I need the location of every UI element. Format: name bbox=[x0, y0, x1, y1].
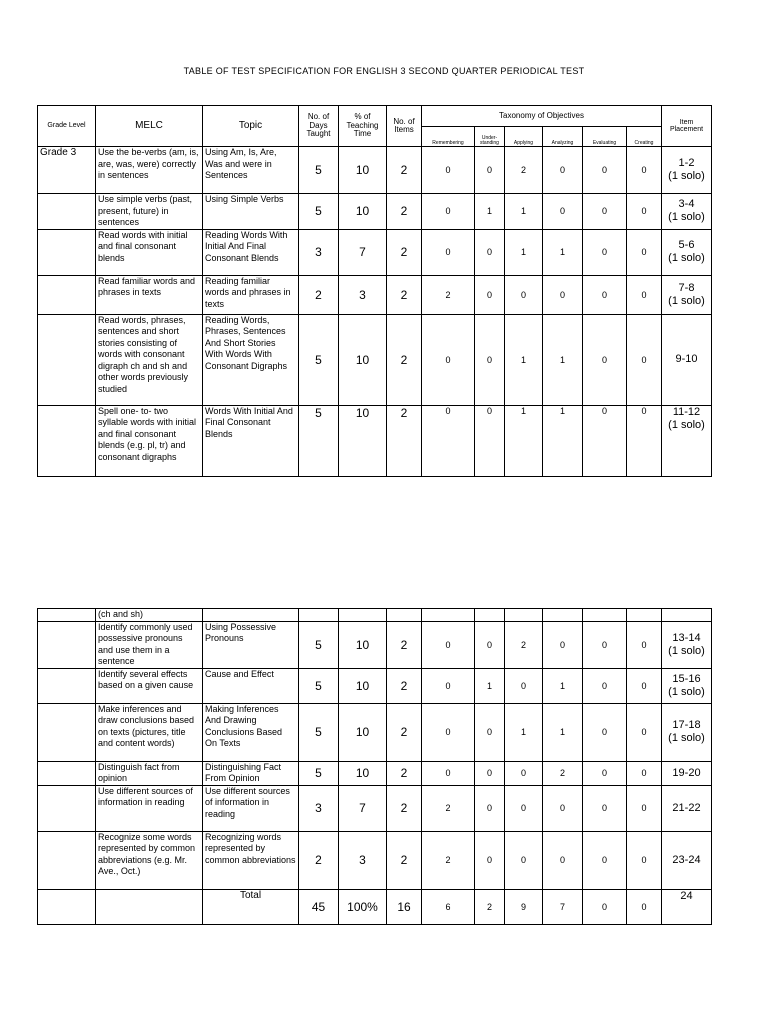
applying-cell: 2 bbox=[505, 621, 543, 668]
analyzing-cell: 0 bbox=[543, 194, 583, 230]
topic-cell: Reading Words With Initial And Final Consonant Blends bbox=[203, 229, 299, 275]
topic-cell: Words With Initial And Final Consonant Blends bbox=[203, 405, 299, 476]
item-placement-cell bbox=[662, 609, 712, 622]
analyzing-cell: 2 bbox=[543, 761, 583, 785]
melc-cell bbox=[96, 889, 203, 924]
header-teaching-time: % of Teaching Time bbox=[339, 106, 387, 147]
item-placement-cell: 23-24 bbox=[662, 831, 712, 889]
items-cell: 2 bbox=[387, 703, 422, 761]
remembering-cell: 0 bbox=[422, 314, 475, 405]
evaluating-cell: 0 bbox=[583, 405, 627, 476]
header-creating: Creating bbox=[627, 127, 662, 147]
header-grade-level: Grade Level bbox=[38, 106, 96, 147]
item-placement-cell: 5-6 (1 solo) bbox=[662, 229, 712, 275]
grade-level-cell bbox=[38, 314, 96, 405]
creating-cell: 0 bbox=[627, 621, 662, 668]
topic-cell: Reading Words, Phrases, Sentences And Short Stories With Words With Consonant Digraphs bbox=[203, 314, 299, 405]
days-taught-cell: 2 bbox=[299, 275, 339, 314]
header-analyzing: Analyzing bbox=[543, 127, 583, 147]
remembering-cell bbox=[422, 609, 475, 622]
melc-cell: Use different sources of information in reading bbox=[96, 785, 203, 831]
remembering-cell: 2 bbox=[422, 785, 475, 831]
days-taught-cell: 5 bbox=[299, 405, 339, 476]
applying-cell: 0 bbox=[505, 668, 543, 703]
applying-cell: 1 bbox=[505, 314, 543, 405]
items-cell: 2 bbox=[387, 785, 422, 831]
document-title: TABLE OF TEST SPECIFICATION FOR ENGLISH 3 SECOND QUARTER PERIODICAL TEST bbox=[183, 66, 585, 76]
creating-cell: 0 bbox=[627, 785, 662, 831]
melc-cell: Distinguish fact from opinion bbox=[96, 761, 203, 785]
items-cell: 2 bbox=[387, 314, 422, 405]
grade-level-cell: Grade 3 bbox=[38, 147, 96, 194]
melc-cell: Read words with initial and final consonant blends bbox=[96, 229, 203, 275]
table-row bbox=[38, 275, 712, 314]
applying-cell: 0 bbox=[505, 275, 543, 314]
item-placement-cell: 13-14 (1 solo) bbox=[662, 621, 712, 668]
item-placement-cell: 11-12 (1 solo) bbox=[662, 405, 712, 476]
table-row bbox=[38, 405, 712, 476]
understanding-cell: 0 bbox=[475, 831, 505, 889]
topic-cell: Cause and Effect bbox=[203, 668, 299, 703]
analyzing-cell: 0 bbox=[543, 275, 583, 314]
melc-cell: Read familiar words and phrases in texts bbox=[96, 275, 203, 314]
items-cell: 2 bbox=[387, 761, 422, 785]
evaluating-cell: 0 bbox=[583, 314, 627, 405]
evaluating-cell: 0 bbox=[583, 147, 627, 194]
analyzing-cell: 0 bbox=[543, 147, 583, 194]
evaluating-cell: 0 bbox=[583, 621, 627, 668]
evaluating-cell: 0 bbox=[583, 785, 627, 831]
analyzing-cell: 1 bbox=[543, 405, 583, 476]
topic-cell: Using Simple Verbs bbox=[203, 194, 299, 230]
topic-cell: Using Am, Is, Are, Was and were in Sentences bbox=[203, 147, 299, 194]
analyzing-cell: 1 bbox=[543, 668, 583, 703]
analyzing-cell bbox=[543, 609, 583, 622]
days-taught-cell: 5 bbox=[299, 194, 339, 230]
teaching-time-cell: 10 bbox=[339, 405, 387, 476]
remembering-cell: 2 bbox=[422, 831, 475, 889]
items-cell: 2 bbox=[387, 621, 422, 668]
creating-cell: 0 bbox=[627, 147, 662, 194]
creating-cell: 0 bbox=[627, 761, 662, 785]
teaching-time-cell: 10 bbox=[339, 194, 387, 230]
total-label: Total bbox=[203, 889, 299, 924]
items-cell: 2 bbox=[387, 147, 422, 194]
applying-cell: 1 bbox=[505, 703, 543, 761]
total-understanding: 2 bbox=[475, 889, 505, 924]
teaching-time-cell: 3 bbox=[339, 275, 387, 314]
days-taught-cell: 2 bbox=[299, 831, 339, 889]
total-items: 16 bbox=[387, 889, 422, 924]
days-taught-cell: 5 bbox=[299, 314, 339, 405]
melc-cell: Use the be-verbs (am, is, are, was, were) correctly in sentences bbox=[96, 147, 203, 194]
understanding-cell: 0 bbox=[475, 229, 505, 275]
days-taught-cell: 5 bbox=[299, 668, 339, 703]
days-taught-cell: 5 bbox=[299, 621, 339, 668]
grade-level-cell bbox=[38, 621, 96, 668]
topic-cell: Distinguishing Fact From Opinion bbox=[203, 761, 299, 785]
grade-level-cell bbox=[38, 831, 96, 889]
item-placement-cell: 9-10 bbox=[662, 314, 712, 405]
teaching-time-cell: 10 bbox=[339, 703, 387, 761]
items-cell bbox=[387, 609, 422, 622]
analyzing-cell: 0 bbox=[543, 831, 583, 889]
melc-cell: Spell one- to- two syllable words with initial and final consonant blends (e.g. pl, tr) and consonant digraphs bbox=[96, 405, 203, 476]
days-taught-cell: 5 bbox=[299, 703, 339, 761]
grade-level-cell bbox=[38, 405, 96, 476]
items-cell: 2 bbox=[387, 405, 422, 476]
grade-level-cell bbox=[38, 229, 96, 275]
understanding-cell: 1 bbox=[475, 668, 505, 703]
creating-cell bbox=[627, 609, 662, 622]
topic-cell: Making Inferences And Drawing Conclusions Based On Texts bbox=[203, 703, 299, 761]
understanding-cell: 0 bbox=[475, 147, 505, 194]
item-placement-cell: 17-18 (1 solo) bbox=[662, 703, 712, 761]
grade-level-cell bbox=[38, 609, 96, 622]
teaching-time-cell: 10 bbox=[339, 668, 387, 703]
understanding-cell: 0 bbox=[475, 621, 505, 668]
creating-cell: 0 bbox=[627, 831, 662, 889]
topic-cell: Using Possessive Pronouns bbox=[203, 621, 299, 668]
teaching-time-cell: 7 bbox=[339, 229, 387, 275]
remembering-cell: 2 bbox=[422, 275, 475, 314]
teaching-time-cell: 7 bbox=[339, 785, 387, 831]
creating-cell: 0 bbox=[627, 668, 662, 703]
table-row bbox=[38, 831, 712, 889]
applying-cell: 0 bbox=[505, 761, 543, 785]
specification-table-page-2 bbox=[37, 608, 712, 925]
total-applying: 9 bbox=[505, 889, 543, 924]
creating-cell: 0 bbox=[627, 194, 662, 230]
days-taught-cell: 3 bbox=[299, 785, 339, 831]
header-days-taught: No. of Days Taught bbox=[299, 106, 339, 147]
remembering-cell: 0 bbox=[422, 194, 475, 230]
evaluating-cell: 0 bbox=[583, 275, 627, 314]
analyzing-cell: 1 bbox=[543, 314, 583, 405]
topic-cell bbox=[203, 609, 299, 622]
evaluating-cell: 0 bbox=[583, 229, 627, 275]
days-taught-cell: 5 bbox=[299, 761, 339, 785]
header-evaluating: Evaluating bbox=[583, 127, 627, 147]
items-cell: 2 bbox=[387, 668, 422, 703]
items-cell: 2 bbox=[387, 229, 422, 275]
remembering-cell: 0 bbox=[422, 761, 475, 785]
melc-cell: Read words, phrases, sentences and short stories consisting of words with consonant digraph ch and sh and other words previously studied bbox=[96, 314, 203, 405]
items-cell: 2 bbox=[387, 275, 422, 314]
creating-cell: 0 bbox=[627, 229, 662, 275]
topic-cell: Reading familiar words and phrases in texts bbox=[203, 275, 299, 314]
table-row bbox=[38, 314, 712, 405]
understanding-cell: 1 bbox=[475, 194, 505, 230]
continuation-row bbox=[38, 609, 712, 622]
understanding-cell: 0 bbox=[475, 405, 505, 476]
melc-cell: Identify several effects based on a given cause bbox=[96, 668, 203, 703]
analyzing-cell: 1 bbox=[543, 229, 583, 275]
creating-cell: 0 bbox=[627, 314, 662, 405]
items-cell: 2 bbox=[387, 194, 422, 230]
understanding-cell: 0 bbox=[475, 703, 505, 761]
analyzing-cell: 0 bbox=[543, 785, 583, 831]
creating-cell: 0 bbox=[627, 703, 662, 761]
header-topic: Topic bbox=[203, 106, 299, 147]
items-cell: 2 bbox=[387, 831, 422, 889]
item-placement-cell: 15-16 (1 solo) bbox=[662, 668, 712, 703]
header-remembering: Remembering bbox=[422, 127, 475, 147]
teaching-time-cell: 10 bbox=[339, 761, 387, 785]
grade-level-cell bbox=[38, 703, 96, 761]
table-row bbox=[38, 761, 712, 785]
grade-level-cell bbox=[38, 275, 96, 314]
grade-level-cell bbox=[38, 785, 96, 831]
total-teaching-time: 100% bbox=[339, 889, 387, 924]
header-applying: Applying bbox=[505, 127, 543, 147]
teaching-time-cell: 3 bbox=[339, 831, 387, 889]
header-item-placement: Item Placement bbox=[662, 106, 712, 147]
analyzing-cell: 0 bbox=[543, 621, 583, 668]
header-melc: MELC bbox=[96, 106, 203, 147]
grade-level-cell bbox=[38, 668, 96, 703]
total-evaluating: 0 bbox=[583, 889, 627, 924]
grade-level-cell bbox=[38, 194, 96, 230]
evaluating-cell bbox=[583, 609, 627, 622]
remembering-cell: 0 bbox=[422, 405, 475, 476]
total-creating: 0 bbox=[627, 889, 662, 924]
header-understanding: Under-standing bbox=[475, 127, 505, 147]
evaluating-cell: 0 bbox=[583, 668, 627, 703]
evaluating-cell: 0 bbox=[583, 194, 627, 230]
melc-cell: Make inferences and draw conclusions based on texts (pictures, title and content words) bbox=[96, 703, 203, 761]
topic-cell: Use different sources of information in reading bbox=[203, 785, 299, 831]
evaluating-cell: 0 bbox=[583, 831, 627, 889]
table-row bbox=[38, 194, 712, 230]
total-days-taught: 45 bbox=[299, 889, 339, 924]
table-row bbox=[38, 147, 712, 194]
remembering-cell: 0 bbox=[422, 229, 475, 275]
understanding-cell: 0 bbox=[475, 275, 505, 314]
teaching-time-cell: 10 bbox=[339, 314, 387, 405]
table-row bbox=[38, 785, 712, 831]
item-placement-cell: 3-4 (1 solo) bbox=[662, 194, 712, 230]
grade-level-cell bbox=[38, 889, 96, 924]
remembering-cell: 0 bbox=[422, 668, 475, 703]
specification-table-page-1 bbox=[37, 105, 712, 477]
table-row bbox=[38, 621, 712, 668]
total-remembering: 6 bbox=[422, 889, 475, 924]
header-items: No. of Items bbox=[387, 106, 422, 147]
total-row bbox=[38, 889, 712, 924]
melc-cell: Identify commonly used possessive pronouns and use them in a sentence bbox=[96, 621, 203, 668]
total-item-placement: 24 bbox=[662, 889, 712, 924]
understanding-cell bbox=[475, 609, 505, 622]
evaluating-cell: 0 bbox=[583, 703, 627, 761]
topic-cell: Recognizing words represented by common abbreviations bbox=[203, 831, 299, 889]
item-placement-cell: 21-22 bbox=[662, 785, 712, 831]
melc-continuation-cell: (ch and sh) bbox=[96, 609, 203, 622]
teaching-time-cell bbox=[339, 609, 387, 622]
understanding-cell: 0 bbox=[475, 314, 505, 405]
creating-cell: 0 bbox=[627, 275, 662, 314]
melc-cell: Use simple verbs (past, present, future) in sentences bbox=[96, 194, 203, 230]
applying-cell: 0 bbox=[505, 785, 543, 831]
remembering-cell: 0 bbox=[422, 703, 475, 761]
understanding-cell: 0 bbox=[475, 761, 505, 785]
item-placement-cell: 19-20 bbox=[662, 761, 712, 785]
days-taught-cell bbox=[299, 609, 339, 622]
item-placement-cell: 7-8 (1 solo) bbox=[662, 275, 712, 314]
applying-cell: 2 bbox=[505, 147, 543, 194]
grade-level-cell bbox=[38, 761, 96, 785]
evaluating-cell: 0 bbox=[583, 761, 627, 785]
days-taught-cell: 3 bbox=[299, 229, 339, 275]
applying-cell: 1 bbox=[505, 405, 543, 476]
remembering-cell: 0 bbox=[422, 147, 475, 194]
remembering-cell: 0 bbox=[422, 621, 475, 668]
header-taxonomy: Taxonomy of Objectives bbox=[422, 106, 662, 127]
applying-cell: 1 bbox=[505, 194, 543, 230]
applying-cell: 0 bbox=[505, 831, 543, 889]
item-placement-cell: 1-2 (1 solo) bbox=[662, 147, 712, 194]
applying-cell bbox=[505, 609, 543, 622]
table-row bbox=[38, 229, 712, 275]
teaching-time-cell: 10 bbox=[339, 147, 387, 194]
applying-cell: 1 bbox=[505, 229, 543, 275]
creating-cell: 0 bbox=[627, 405, 662, 476]
teaching-time-cell: 10 bbox=[339, 621, 387, 668]
table-row bbox=[38, 668, 712, 703]
analyzing-cell: 1 bbox=[543, 703, 583, 761]
table-row bbox=[38, 703, 712, 761]
melc-cell: Recognize some words represented by common abbreviations (e.g. Mr. Ave., Oct.) bbox=[96, 831, 203, 889]
days-taught-cell: 5 bbox=[299, 147, 339, 194]
total-analyzing: 7 bbox=[543, 889, 583, 924]
understanding-cell: 0 bbox=[475, 785, 505, 831]
